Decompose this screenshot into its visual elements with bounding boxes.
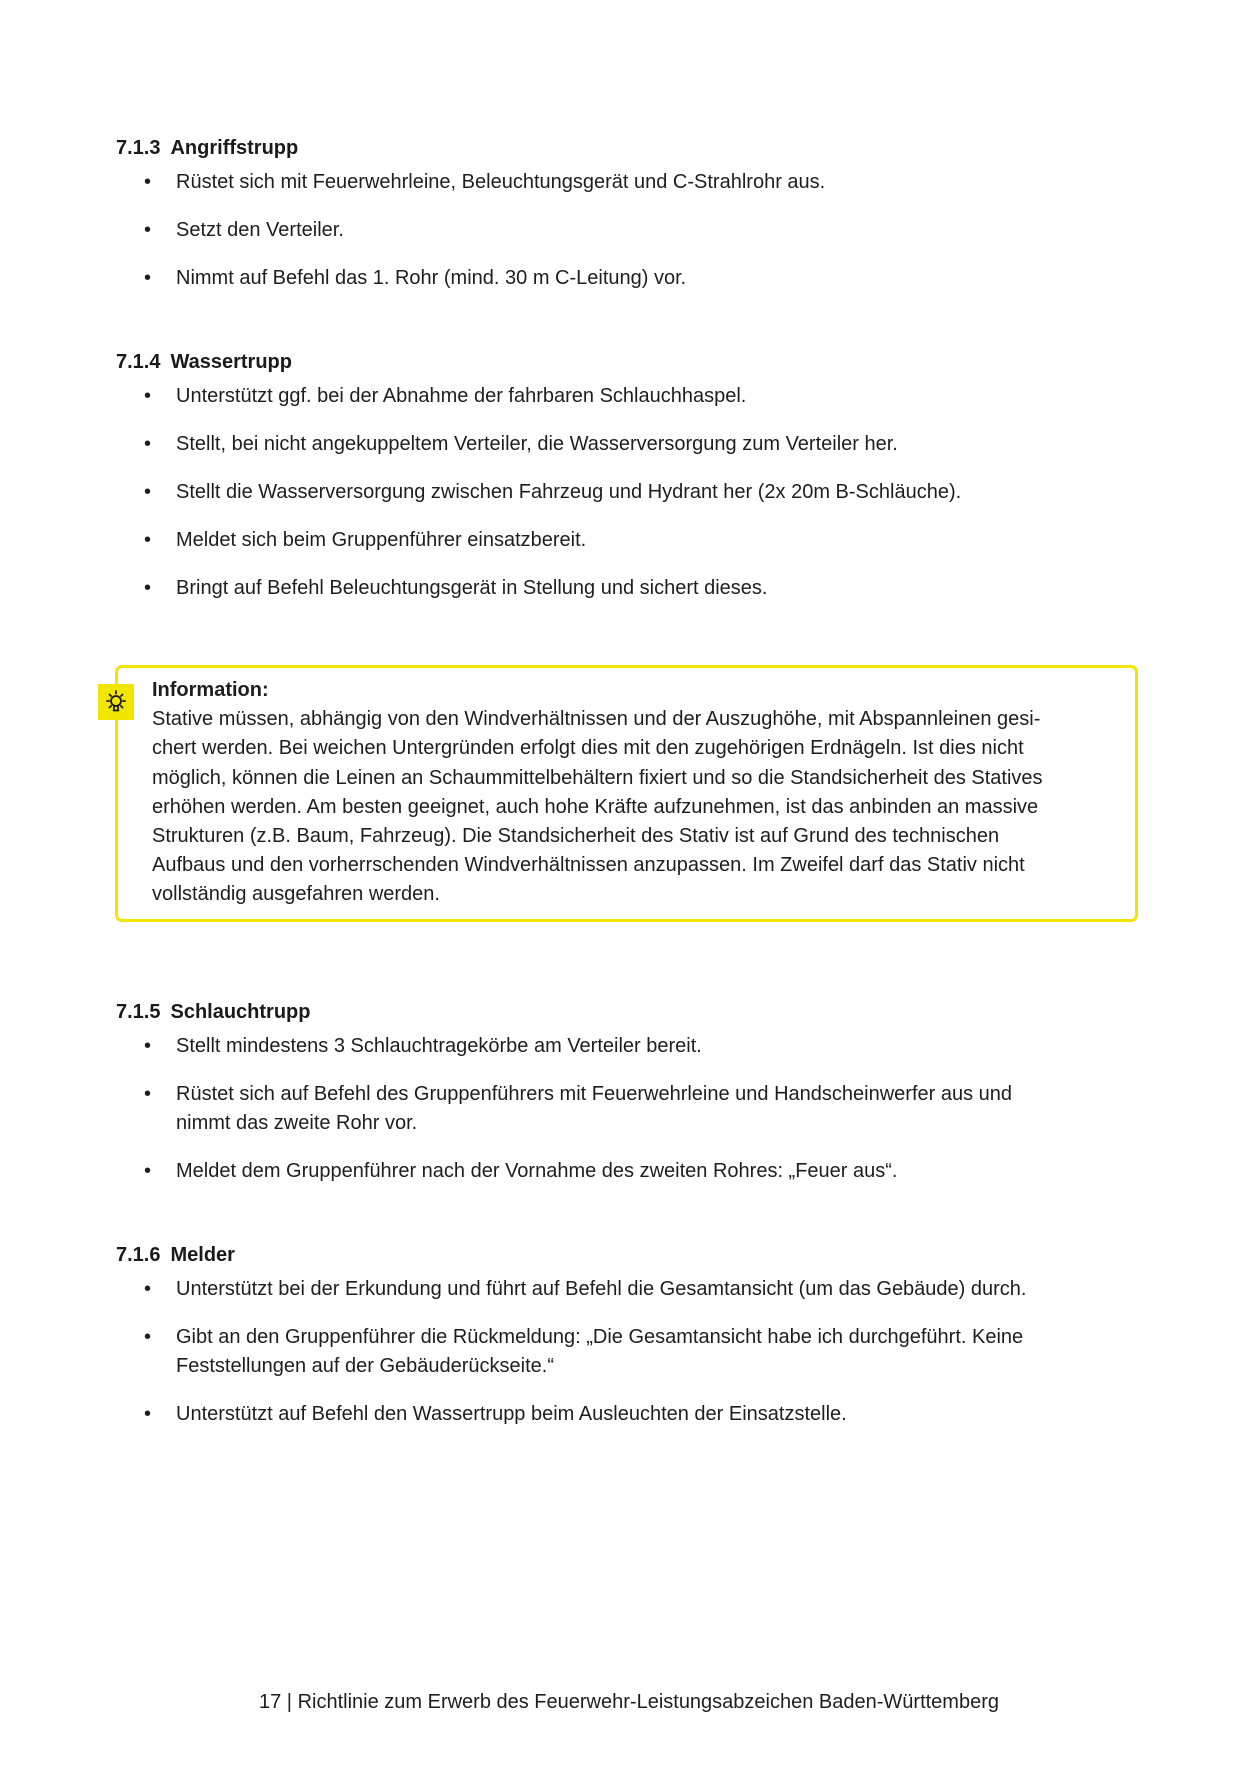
list-item-text: Meldet dem Gruppenführer nach der Vornahme des zweiten Rohres: „Feuer aus“.	[176, 1160, 898, 1182]
section-title: Angriffstrupp	[170, 137, 299, 159]
info-line: erhöhen werden. Am besten geeignet, auch hohe Kräfte aufzunehmen, ist das anbinden an massive	[152, 795, 1039, 818]
info-line: Aufbaus und den vorherrschenden Windverhältnissen anzupassen. Im Zweifel darf das Stativ nicht	[152, 854, 1025, 877]
footer-separator: |	[286, 1691, 292, 1713]
lightbulb-icon	[103, 689, 129, 715]
section-heading	[116, 348, 1136, 376]
section-number: 7.1.5	[116, 1001, 161, 1023]
list-item	[116, 1275, 1136, 1304]
list-item-text: Gibt an den Gruppenführer die Rückmeldung: „Die Gesamtansicht habe ich durchgeführt. Keine Feststellungen auf der Gebäuderückseite.“	[176, 1326, 1024, 1377]
section-number: 7.1.6	[116, 1244, 161, 1266]
info-line: Stative müssen, abhängig von den Windverhältnissen und der Auszughöhe, mit Abspannleinen gesi-	[152, 708, 1041, 731]
list-item	[116, 264, 1136, 293]
list-item	[116, 216, 1136, 245]
bullet: •	[144, 171, 152, 193]
list-item-text: Rüstet sich auf Befehl des Gruppenführers mit Feuerwehrleine und Handscheinwerfer aus und nimmt das zweite Rohr vor.	[176, 1083, 1013, 1134]
bullet: •	[144, 219, 152, 241]
bullet-list	[116, 1032, 1136, 1186]
list-item-text: Meldet sich beim Gruppenführer einsatzbereit.	[176, 529, 587, 551]
bullet-list	[116, 168, 1136, 293]
list-item-text: Stellt, bei nicht angekuppeltem Verteiler, die Wasserversorgung zum Verteiler her.	[176, 433, 898, 455]
bullet: •	[144, 1403, 152, 1425]
info-title: Information:	[152, 679, 269, 701]
bullet: •	[144, 1160, 152, 1182]
list-item	[116, 1080, 1136, 1138]
list-item-text: Nimmt auf Befehl das 1. Rohr (mind. 30 m C-Leitung) vor.	[176, 267, 687, 289]
list-item	[116, 1032, 1136, 1061]
bullet: •	[144, 481, 152, 503]
section-number: 7.1.4	[116, 351, 161, 373]
list-item	[116, 574, 1136, 603]
bullet: •	[144, 1035, 152, 1057]
list-item	[116, 526, 1136, 555]
bullet: •	[144, 577, 152, 599]
section-heading	[116, 134, 1136, 162]
list-item-text: Unterstützt bei der Erkundung und führt auf Befehl die Gesamtansicht (um das Gebäude) durch.	[176, 1278, 1027, 1300]
footer-title: Richtlinie zum Erwerb des Feuerwehr-Leistungsabzeichen Baden-Württemberg	[297, 1691, 999, 1713]
info-line: möglich, können die Leinen an Schaummittelbehältern fixiert und so die Standsicherheit des Statives	[152, 766, 1043, 789]
bullet-list	[116, 382, 1136, 603]
bullet: •	[144, 529, 152, 551]
info-content	[152, 676, 1122, 910]
list-item	[116, 1323, 1136, 1381]
info-line: Strukturen (z.B. Baum, Fahrzeug). Die Standsicherheit des Stativ ist auf Grund des technischen	[152, 825, 1000, 848]
list-item-text: Unterstützt ggf. bei der Abnahme der fahrbaren Schlauchhaspel.	[176, 385, 747, 407]
list-item-text: Stellt die Wasserversorgung zwischen Fahrzeug und Hydrant her (2x 20m B-Schläuche).	[176, 481, 962, 503]
list-item	[116, 1400, 1136, 1429]
list-item	[116, 478, 1136, 507]
bullet: •	[144, 1083, 152, 1105]
section-number: 7.1.3	[116, 137, 161, 159]
list-item-text: Stellt mindestens 3 Schlauchtragekörbe am Verteiler bereit.	[176, 1035, 702, 1057]
list-item-text: Unterstützt auf Befehl den Wassertrupp beim Ausleuchten der Einsatzstelle.	[176, 1403, 847, 1425]
bullet: •	[144, 1326, 152, 1348]
section-melder	[116, 1241, 1136, 1429]
list-item-text: Rüstet sich mit Feuerwehrleine, Beleuchtungsgerät und C-Strahlrohr aus.	[176, 171, 826, 193]
bullet: •	[144, 1278, 152, 1300]
info-line: chert werden. Bei weichen Untergründen erfolgt dies mit den zugehörigen Erdnägeln. Ist dies nicht	[152, 737, 1024, 760]
info-line: vollständig ausgefahren werden.	[152, 883, 440, 906]
section-schlauchtrupp	[116, 998, 1136, 1186]
section-heading	[116, 1241, 1136, 1269]
section-title: Melder	[170, 1244, 235, 1266]
bullet: •	[144, 433, 152, 455]
section-heading	[116, 998, 1136, 1026]
list-item-text: Bringt auf Befehl Beleuchtungsgerät in Stellung und sichert dieses.	[176, 577, 768, 599]
info-icon-badge	[98, 684, 134, 720]
list-item	[116, 382, 1136, 411]
list-item	[116, 430, 1136, 459]
bullet-list	[116, 1275, 1136, 1429]
list-item	[116, 168, 1136, 197]
section-angriffstrupp	[116, 134, 1136, 293]
section-wassertrupp	[116, 348, 1136, 603]
section-title: Wassertrupp	[170, 351, 292, 373]
page-footer	[0, 1688, 1250, 1716]
page-number: 17	[258, 1691, 282, 1713]
section-title: Schlauchtrupp	[170, 1001, 311, 1023]
list-item-text: Setzt den Verteiler.	[176, 219, 344, 241]
bullet: •	[144, 267, 152, 289]
list-item	[116, 1157, 1136, 1186]
bullet: •	[144, 385, 152, 407]
